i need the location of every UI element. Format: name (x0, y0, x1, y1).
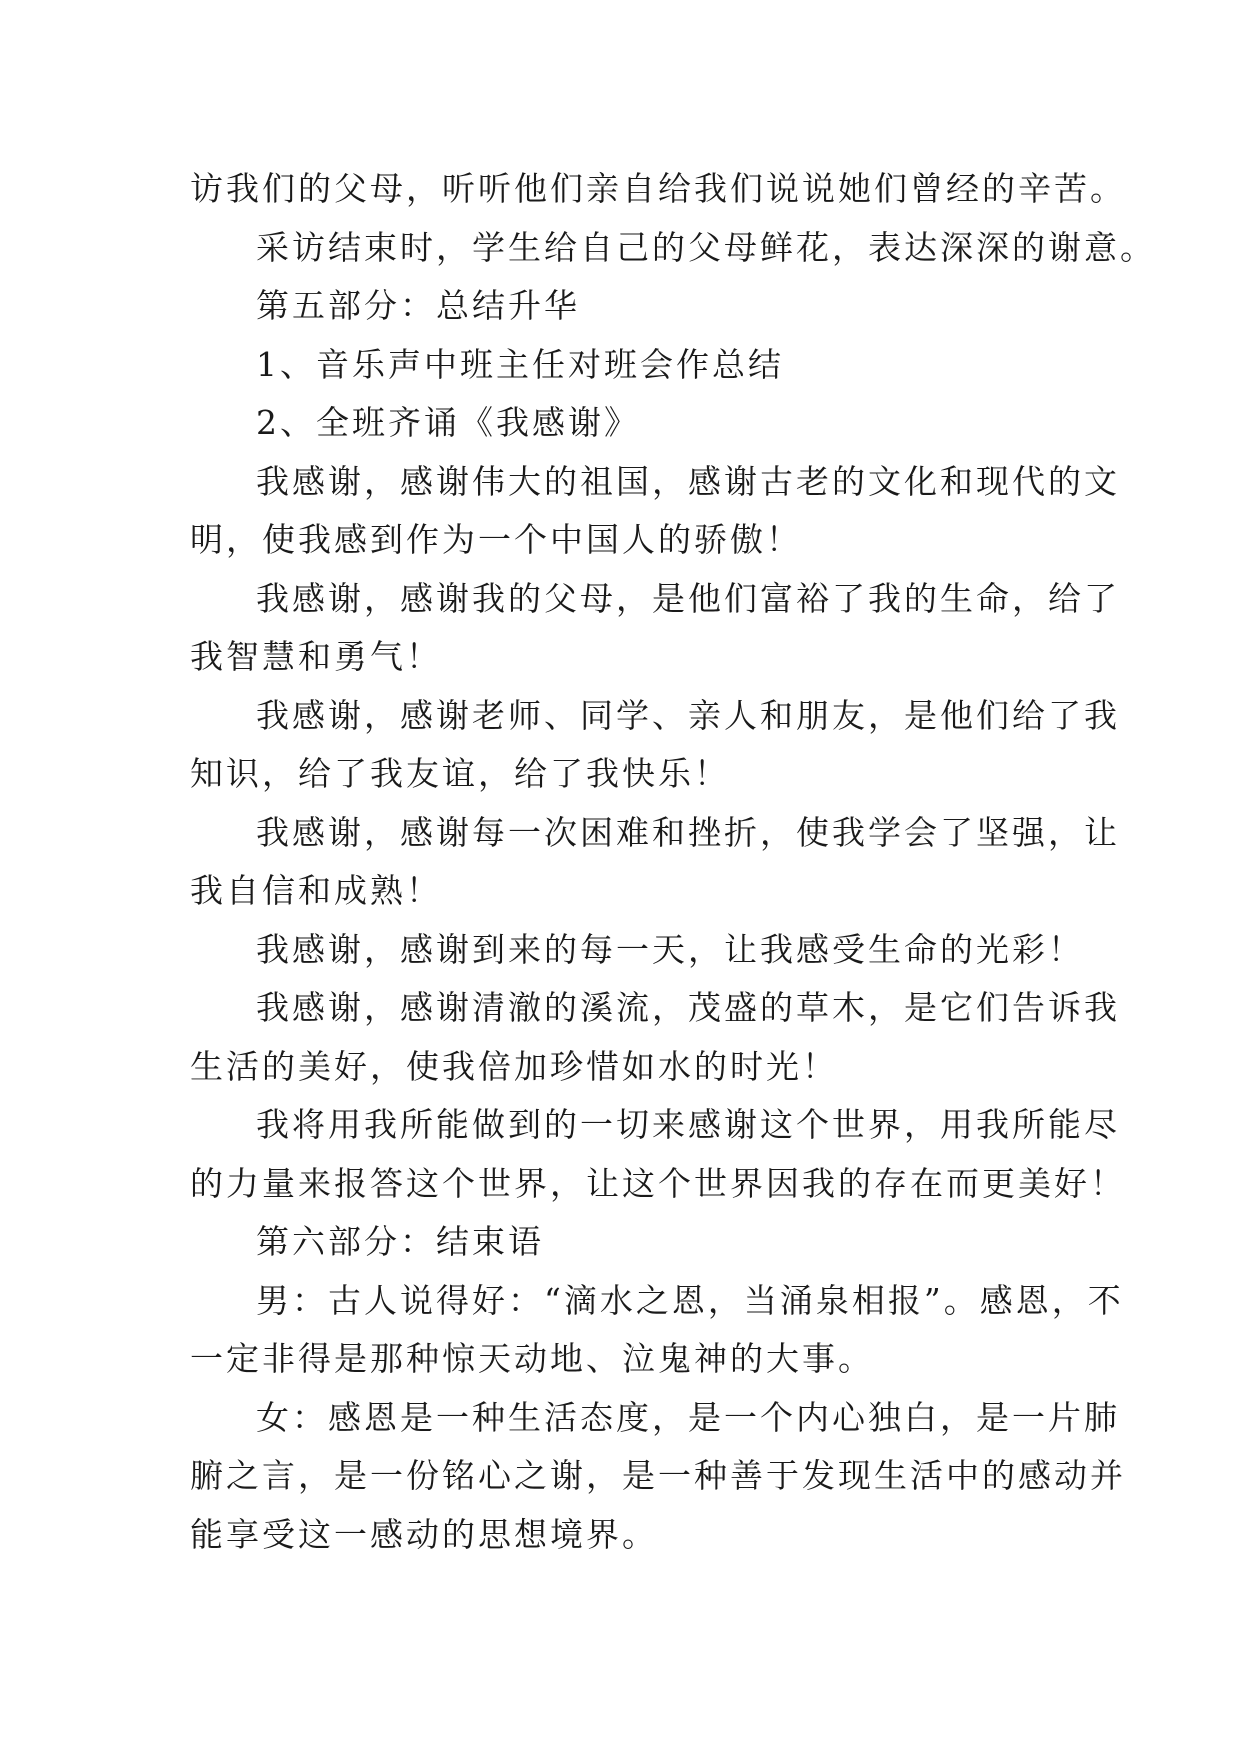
text-line: 第六部分：结束语 (256, 1222, 544, 1261)
text-line: 明，使我感到作为一个中国人的骄傲！ (190, 520, 802, 559)
text-line: 1、音乐声中班主任对班会作总结 (256, 344, 784, 384)
text-line: 我感谢，感谢清澈的溪流，茂盛的草木，是它们告诉我 (256, 988, 1120, 1027)
text-line: 女：感恩是一种生活态度，是一个内心独白，是一片肺 (256, 1397, 1120, 1437)
text-line: 我感谢，感谢伟大的祖国，感谢古老的文化和现代的文 (256, 461, 1120, 501)
text-line: 2、全班齐诵《我感谢》 (256, 403, 640, 442)
text-line: 访我们的父母，听听他们亲自给我们说说她们曾经的辛苦。 (190, 169, 1126, 208)
text-line: 能享受这一感动的思想境界。 (190, 1514, 658, 1554)
text-line: 我感谢，感谢每一次困难和挫折，使我学会了坚强，让 (256, 812, 1120, 852)
text-line: 我感谢，感谢我的父母，是他们富裕了我的生命，给了 (256, 578, 1120, 618)
text-line: 我自信和成熟！ (190, 871, 442, 910)
text-line: 我感谢，感谢到来的每一天，让我感受生命的光彩！ (256, 929, 1084, 969)
text-line: 采访结束时，学生给自己的父母鲜花，表达深深的谢意。 (256, 227, 1156, 267)
text-line: 我智慧和勇气！ (190, 637, 442, 676)
text-line: 的力量来报答这个世界，让这个世界因我的存在而更美好！ (190, 1163, 1126, 1203)
text-line: 我感谢，感谢老师、同学、亲人和朋友，是他们给了我 (256, 695, 1120, 735)
text-line: 一定非得是那种惊天动地、泣鬼神的大事。 (190, 1339, 874, 1378)
text-line: 我将用我所能做到的一切来感谢这个世界，用我所能尽 (256, 1105, 1120, 1144)
text-line: 男：古人说得好：“滴水之恩，当涌泉相报”。感恩，不 (256, 1280, 1124, 1320)
document-body (190, 160, 1156, 1564)
text-line: 腑之言，是一份铭心之谢，是一种善于发现生活中的感动并 (190, 1456, 1126, 1495)
text-line: 第五部分：总结升华 (256, 286, 580, 325)
text-line: 知识，给了我友谊，给了我快乐！ (190, 754, 730, 793)
text-line: 生活的美好，使我倍加珍惜如水的时光！ (190, 1046, 838, 1086)
